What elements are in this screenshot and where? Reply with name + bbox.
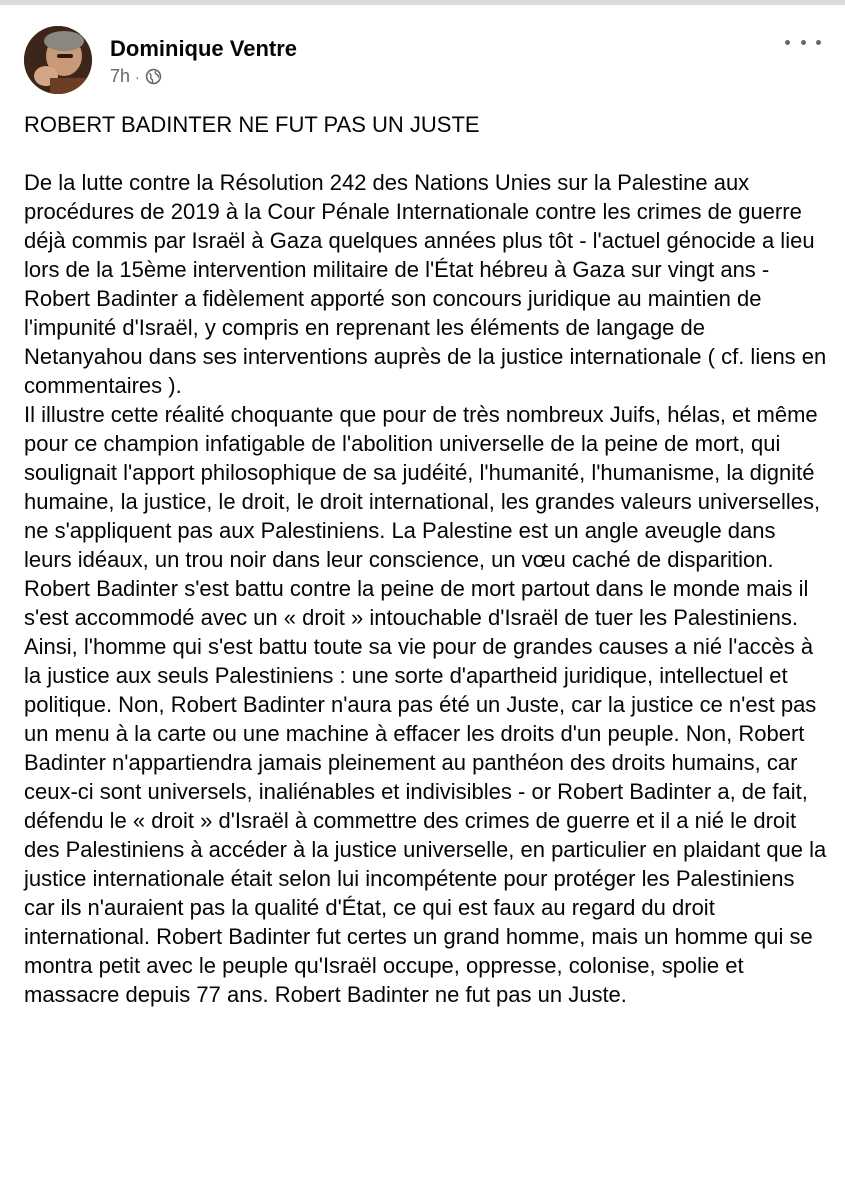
globe-icon[interactable] — [145, 68, 162, 85]
top-divider — [0, 0, 845, 5]
author-name[interactable]: Dominique Ventre — [110, 36, 298, 61]
meta-separator: · — [135, 68, 140, 85]
post-body — [24, 110, 829, 1009]
post-title: ROBERT BADINTER NE FUT PAS UN JUSTE — [24, 112, 480, 137]
more-dot — [816, 40, 821, 45]
avatar-photo-icon — [24, 26, 92, 94]
more-options-icon[interactable] — [785, 30, 821, 54]
post-header — [24, 26, 825, 96]
post-paragraph: Il illustre cette réalité choquante que pour de très nombreux Juifs, hélas, et même pour ce champion infatigable de l'abolition universelle de la peine de mort, qui soulignait l'apport philosophique de sa judéité, l'humanité, l'humanisme, la dignité humaine, la justice, le droit, le droit international, les grandes valeurs universelles, ne s'appliquent pas aux Palestiniens. La Palestine est un angle aveugle dans leurs idéaux, un trou noir dans leur conscience, un vœu caché de disparition. Robert Badinter s'est battu contre la peine de mort partout dans le monde mais il s'est accommodé avec un « droit » intouchable d'Israël de tuer les Palestiniens. Ainsi, l'homme qui s'est battu toute sa vie pour de grandes causes a nié l'accès à la justice aux seuls Palestiniens : une sorte d'apartheid juridique, intellectuel et politique. Non, Robert Badinter n'aura pas été un Juste, car la justice ce n'est pas un menu à la carte ou une machine à effacer les droits d'un peuple. Non, Robert Badinter n'appartiendra jamais pleinement au panthéon des droits humains, car ceux-ci sont universels, inaliénables et indivisibles - or Robert Badinter a, de fait, défendu le « droit » d'Israël à commettre des crimes de guerre et il a nié le droit des Palestiniens à accéder à la justice universelle, en particulier en plaidant que la justice internationale était selon lui incompétente pour protéger les Palestiniens car ils n'auraient pas la qualité d'État, ce qui est faux au regard du droit international. Robert Badinter fut certes un grand homme, mais un homme qui se montra petit avec le peuple qu'Israël occupe, oppresse, colonise, spolie et massacre depuis 77 ans. Robert Badinter ne fut pas un Juste. — [24, 402, 827, 1007]
post-meta — [110, 66, 162, 87]
avatar[interactable] — [24, 26, 92, 94]
post-paragraph: De la lutte contre la Résolution 242 des Nations Unies sur la Palestine aux procédures de 2019 à la Cour Pénale Internationale contre les crimes de guerre déjà commis par Israël à Gaza quelques années plus tôt - l'actuel génocide a lieu lors de la 15ème intervention militaire de l'État hébreu à Gaza sur vingt ans - Robert Badinter a fidèlement apporté son concours juridique au maintien de l'impunité d'Israël, y compris en reprenant les éléments de langage de Netanyahou dans ses interventions auprès de la justice internationale ( cf. liens en commentaires ). — [24, 170, 827, 398]
more-dot — [801, 40, 806, 45]
post-time[interactable]: 7h — [110, 66, 131, 86]
more-dot — [785, 40, 790, 45]
